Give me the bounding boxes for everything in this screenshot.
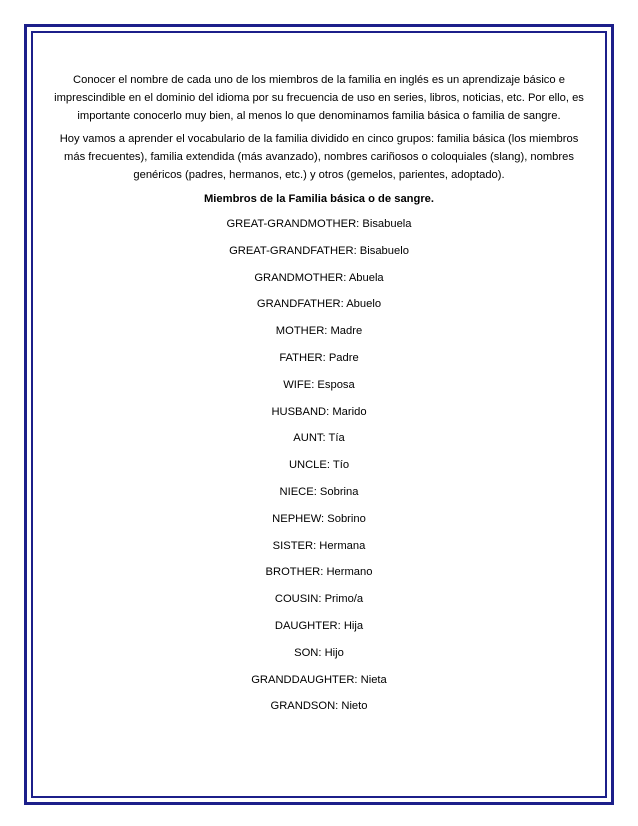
family-member-item: NIECE: Sobrina	[279, 485, 359, 498]
family-member-item: GRANDDAUGHTER: Nieta	[251, 673, 387, 686]
family-member-item: HUSBAND: Marido	[271, 405, 367, 418]
family-member-item: FATHER: Padre	[279, 351, 359, 364]
family-member-item: BROTHER: Hermano	[265, 566, 373, 579]
family-member-item: GREAT-GRANDMOTHER: Bisabuela	[226, 218, 412, 230]
groups-paragraph: Hoy vamos a aprender el vocabulario de la familia dividido en cinco grupos: familia básica (los miembros más frecuentes), familia extendida (más avanzado), nombres cariñosos o coloquiales (slang), nombres genéricos (padres, hermanos, etc.) y otros (gemelos, parientes, adoptado).	[59, 133, 579, 181]
section-title: Miembros de la Familia básica o de sangre.	[203, 193, 435, 205]
family-member-item: MOTHER: Madre	[275, 325, 363, 338]
family-member-item: AUNT: Tía	[293, 432, 345, 445]
family-member-list	[52, 211, 586, 720]
family-member-item: GRANDFATHER: Abuelo	[256, 298, 382, 311]
family-member-item: COUSIN: Primo/a	[274, 593, 364, 606]
intro-paragraph: Conocer el nombre de cada uno de los miembros de la familia en inglés es un aprendizaje básico e imprescindible en el dominio del idioma por su frecuencia de uso en series, libros, noticias, etc. Por ello, es importante conocerlo muy bien, al menos lo que denominamos familia básica o familia de sangre.	[54, 74, 584, 122]
family-member-item: UNCLE: Tío	[288, 459, 350, 472]
family-member-item: DAUGHTER: Hija	[274, 619, 364, 632]
family-member-item: GRANDSON: Nieto	[270, 700, 368, 713]
family-member-item: SISTER: Hermana	[272, 539, 366, 552]
family-member-item: GRANDMOTHER: Abuela	[254, 271, 384, 284]
family-member-item: WIFE: Esposa	[283, 378, 355, 391]
family-member-item: NEPHEW: Sobrino	[272, 512, 366, 525]
document-body	[52, 71, 586, 720]
family-member-item: GREAT-GRANDFATHER: Bisabuelo	[229, 244, 409, 257]
family-member-item: SON: Hijo	[294, 646, 344, 659]
